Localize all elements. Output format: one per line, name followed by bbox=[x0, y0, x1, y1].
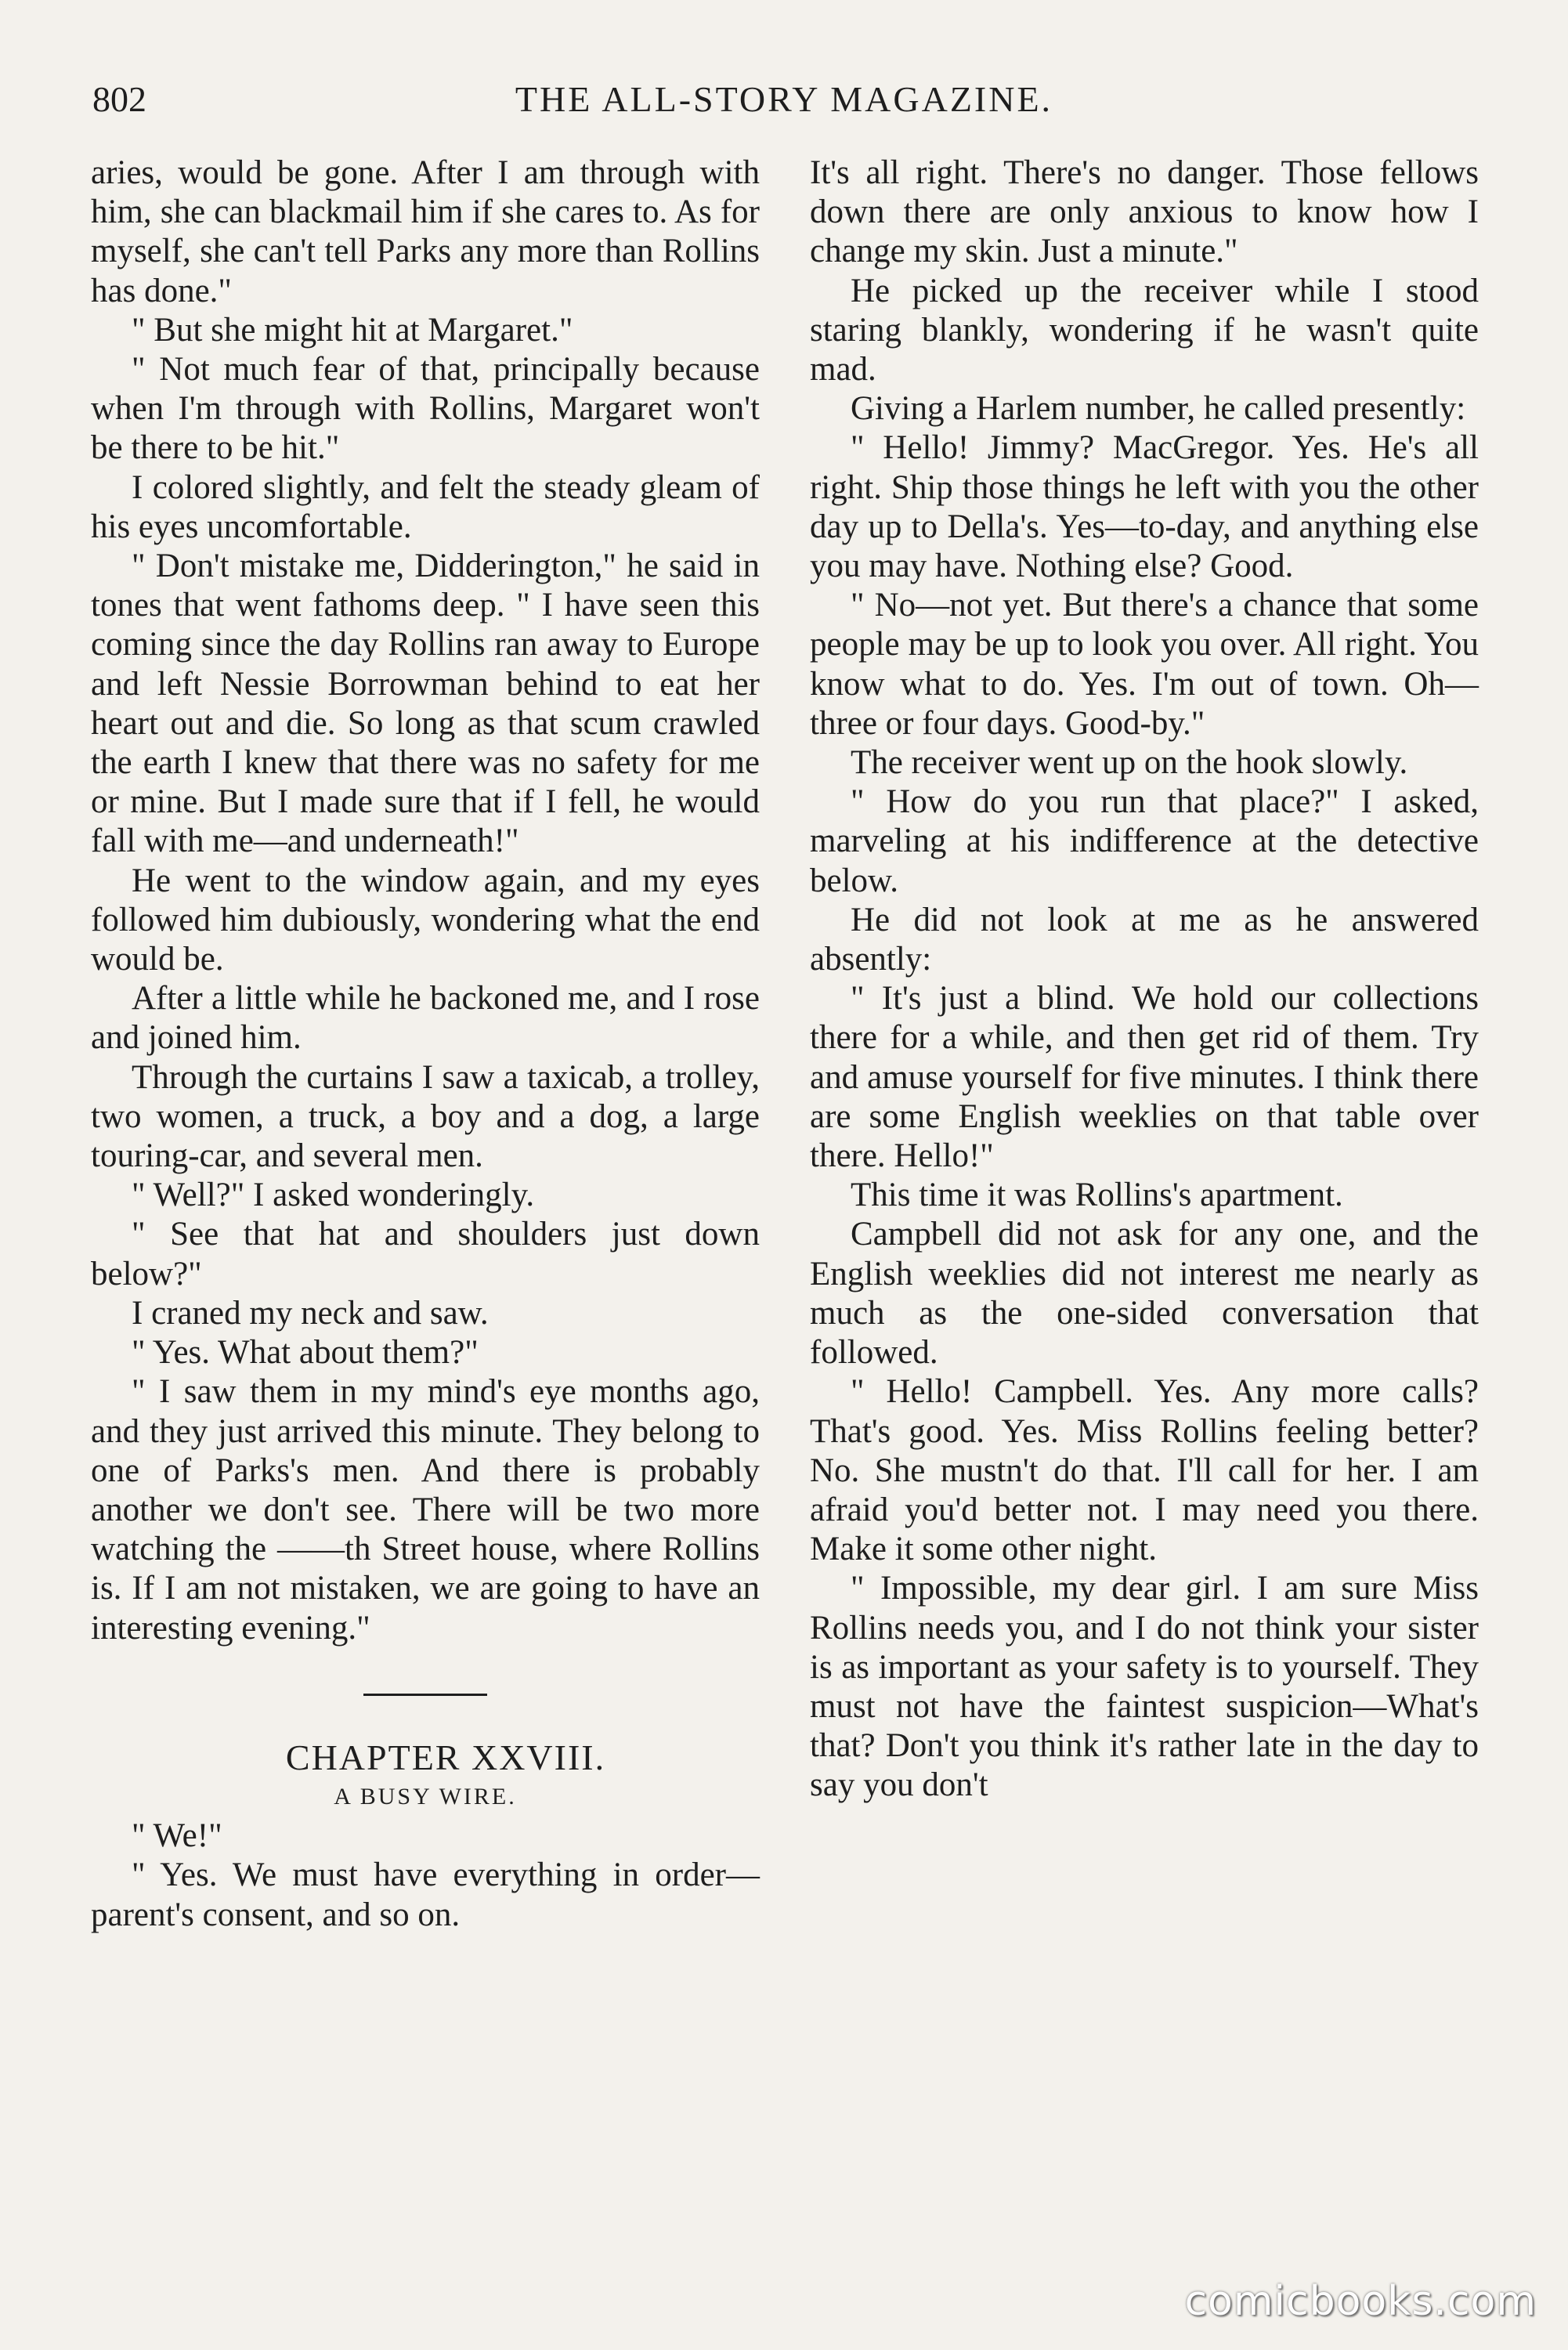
paragraph: " See that hat and shoulders just down below?" bbox=[91, 1216, 760, 1292]
running-title: THE ALL-STORY MAGAZINE. bbox=[515, 79, 1053, 119]
left-column bbox=[91, 154, 760, 1935]
paragraph: After a little while he backoned me, and I rose and joined him. bbox=[91, 980, 760, 1057]
page-number: 802 bbox=[92, 79, 146, 119]
paragraph: He picked up the receiver while I stood staring blankly, wondering if he wasn't quite mad. bbox=[810, 272, 1479, 389]
paragraph: " It's just a blind. We hold our collections there for a while, and then get rid of them. Try and amuse yourself for five minutes. I think there are some English weeklies on that table over there. Hello!" bbox=[810, 980, 1479, 1175]
paragraph: " Not much fear of that, principally because when I'm through with Rollins, Margaret won't be there to be hit." bbox=[91, 351, 760, 467]
chapter-divider-rule bbox=[363, 1694, 487, 1696]
paragraph: " Hello! Jimmy? MacGregor. Yes. He's all right. Ship those things he left with you the other day up to Della's. Yes—to-day, and anything else you may have. Nothing else? Good. bbox=[810, 429, 1479, 585]
paragraph: " Hello! Campbell. Yes. Any more calls? That's good. Yes. Miss Rollins feeling better? No. She mustn't do that. I'll call for her. I am afraid you'd better not. I may need you there. Make it some other night. bbox=[810, 1373, 1479, 1568]
paragraph: " No—not yet. But there's a chance that some people may be up to look you over. All right. You know what to do. Yes. I'm out of town. Oh—three or four days. Good-by." bbox=[810, 587, 1479, 742]
chapter-subtitle: A BUSY WIRE. bbox=[334, 1783, 517, 1810]
paragraph: Giving a Harlem number, he called presently: bbox=[851, 390, 1466, 428]
left-after-chapter-paragraphs bbox=[91, 1817, 760, 1935]
paragraph: " Yes. We must have everything in order—parent's consent, and so on. bbox=[91, 1856, 760, 1933]
paragraph: It's all right. There's no danger. Those fellows down there are only anxious to know how I change my skin. Just a minute." bbox=[810, 154, 1479, 270]
paragraph: " Yes. What about them?" bbox=[132, 1334, 479, 1372]
right-column bbox=[810, 154, 1479, 1806]
paragraph: " Well?" I asked wonderingly. bbox=[132, 1177, 535, 1214]
paragraph: " I saw them in my mind's eye months ago, and they just arrived this minute. They belong to one of Parks's men. And there is probably another we don't see. There will be two more watching the ——th Street house, where Rollins is. If I am not mistaken, we are going to have an interesting evening." bbox=[91, 1373, 760, 1647]
paragraph: I craned my neck and saw. bbox=[132, 1294, 489, 1332]
paragraph: " How do you run that place?" I asked, marveling at his indifference at the detective below. bbox=[810, 783, 1479, 899]
paragraph: aries, would be gone. After I am through with him, she can blackmail him if she cares to. As for myself, she can't tell Parks any more than Rollins has done." bbox=[91, 154, 760, 309]
watermark-logo: comicbooks.com bbox=[1184, 2278, 1537, 2325]
paragraph: " Don't mistake me, Didderington," he said in tones that went fathoms deep. " I have seen this coming since the day Rollins ran away to Europe and left Nessie Borrowman behind to eat her heart out and die. So long as that scum crawled the earth I knew that there was no safety for me or mine. But I made sure that if I fell, he would fall with me—and underneath!" bbox=[91, 548, 760, 860]
right-paragraphs bbox=[810, 154, 1479, 1806]
paragraph: Campbell did not ask for any one, and the English weeklies did not interest me nearly as much as the one-sided conversation that followed. bbox=[810, 1216, 1479, 1372]
chapter-title: CHAPTER XXVIII. bbox=[285, 1737, 606, 1777]
paragraph: This time it was Rollins's apartment. bbox=[851, 1177, 1343, 1214]
paragraph: I colored slightly, and felt the steady gleam of his eyes uncomfortable. bbox=[91, 468, 760, 545]
paragraph: He did not look at me as he answered absently: bbox=[810, 901, 1479, 978]
paragraph: He went to the window again, and my eyes followed him dubiously, wondering what the end would be. bbox=[91, 862, 760, 978]
paragraph: Through the curtains I saw a taxicab, a trolley, two women, a truck, a boy and a dog, a large touring-car, and several men. bbox=[91, 1058, 760, 1175]
paragraph: " But she might hit at Margaret." bbox=[132, 311, 573, 349]
left-paragraphs bbox=[91, 154, 760, 1648]
paragraph: " Impossible, my dear girl. I am sure Miss Rollins needs you, and I do not think your sister is as important as your safety is to yourself. They must not have the faintest suspicion—What's that? Don't you think it's rather late in the day to say you don't bbox=[810, 1570, 1479, 1804]
paragraph: " We!" bbox=[132, 1817, 222, 1855]
paragraph: The receiver went up on the hook slowly. bbox=[851, 744, 1408, 782]
